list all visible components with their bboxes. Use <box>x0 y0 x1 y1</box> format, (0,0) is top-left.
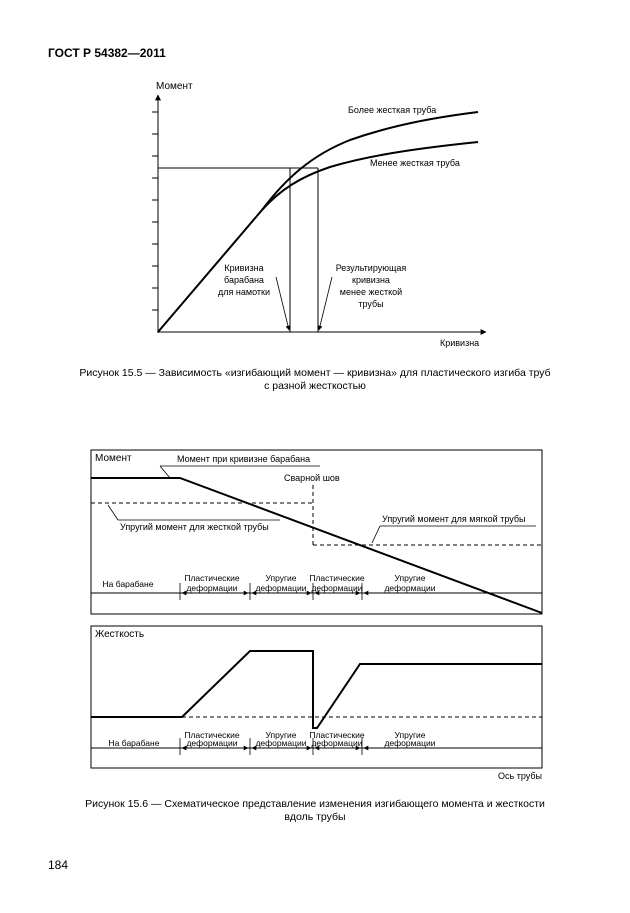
figure-15-6-moment-panel <box>91 450 542 614</box>
pipe-axis-label: Ось трубы <box>498 771 542 781</box>
caption-line: вдоль трубы <box>284 811 346 823</box>
caption-line: Рисунок 15.6 — Схематическое представление изменения изгибающего момента и жесткости <box>85 798 545 810</box>
figure-15-5-caption <box>60 367 570 393</box>
soft-pipe-label: Менее жесткая труба <box>370 158 460 168</box>
y-axis-label: Момент <box>156 81 193 92</box>
drum-arrow <box>276 277 289 330</box>
drum-label-line: для намотки <box>218 287 270 297</box>
zone-label: Пластические <box>309 573 365 583</box>
zone-label: Упругие <box>394 730 426 740</box>
zone-label: деформации <box>186 738 238 748</box>
caption-line: Рисунок 15.5 — Зависимость «изгибающий момент — кривизна» для пластического изгиба труб <box>79 367 551 379</box>
stiff-elastic-leader-tip <box>108 505 118 520</box>
zone-label: деформации <box>255 738 307 748</box>
drum-label-line: барабана <box>224 275 264 285</box>
x-axis-label: Кривизна <box>440 338 480 348</box>
zone-label: деформации <box>311 738 363 748</box>
result-label-line: трубы <box>358 299 384 309</box>
zone-label: Пластические <box>184 573 240 583</box>
soft-pipe-curve <box>262 142 478 210</box>
stiff-pipe-label: Более жесткая труба <box>348 105 437 115</box>
figure-15-6-caption <box>60 798 570 824</box>
page-number: 184 <box>48 858 69 872</box>
result-label-line: кривизна <box>352 275 390 285</box>
stiff-elastic-label: Упругий момент для жесткой трубы <box>120 522 269 532</box>
figure-15-5 <box>152 81 486 348</box>
y-axis-ticks <box>152 112 158 310</box>
zone-label: деформации <box>384 738 436 748</box>
result-label-line: менее жесткой <box>339 287 403 297</box>
zone-label: Упругие <box>394 573 426 583</box>
stiffness-zone-labels <box>109 730 436 748</box>
zone-label: деформации <box>255 583 307 593</box>
zone-label: деформации <box>311 583 363 593</box>
soft-elastic-leader-tip <box>372 526 380 543</box>
zone-label: На барабане <box>102 579 154 589</box>
drum-moment-leader-tip <box>160 466 170 478</box>
stiffness-line <box>91 651 542 728</box>
drum-moment-label: Момент при кривизне барабана <box>177 454 311 464</box>
zone-label: Пластические <box>184 730 240 740</box>
drum-curvature-label <box>218 263 270 297</box>
caption-line: с разной жесткостью <box>264 380 366 392</box>
zone-label: Упругие <box>265 573 297 583</box>
weld-label: Сварной шов <box>284 473 340 483</box>
soft-elastic-label: Упругий момент для мягкой трубы <box>382 514 526 524</box>
zone-label: деформации <box>384 583 436 593</box>
result-curvature-label <box>336 263 407 309</box>
result-label-line: Результирующая <box>335 263 407 273</box>
document-header: ГОСТ Р 54382—2011 <box>48 46 166 60</box>
drum-label-line: Кривизна <box>224 263 264 273</box>
stiffness-panel-title: Жесткость <box>95 629 145 640</box>
zone-label: На барабане <box>108 738 160 748</box>
moment-zone-labels <box>103 573 436 593</box>
zone-label: Упругие <box>265 730 297 740</box>
result-arrow <box>319 277 332 330</box>
zone-label: Пластические <box>309 730 365 740</box>
moment-panel-title: Момент <box>95 453 132 464</box>
figure-15-6-stiffness-panel <box>91 626 542 781</box>
zone-label: деформации <box>186 583 238 593</box>
